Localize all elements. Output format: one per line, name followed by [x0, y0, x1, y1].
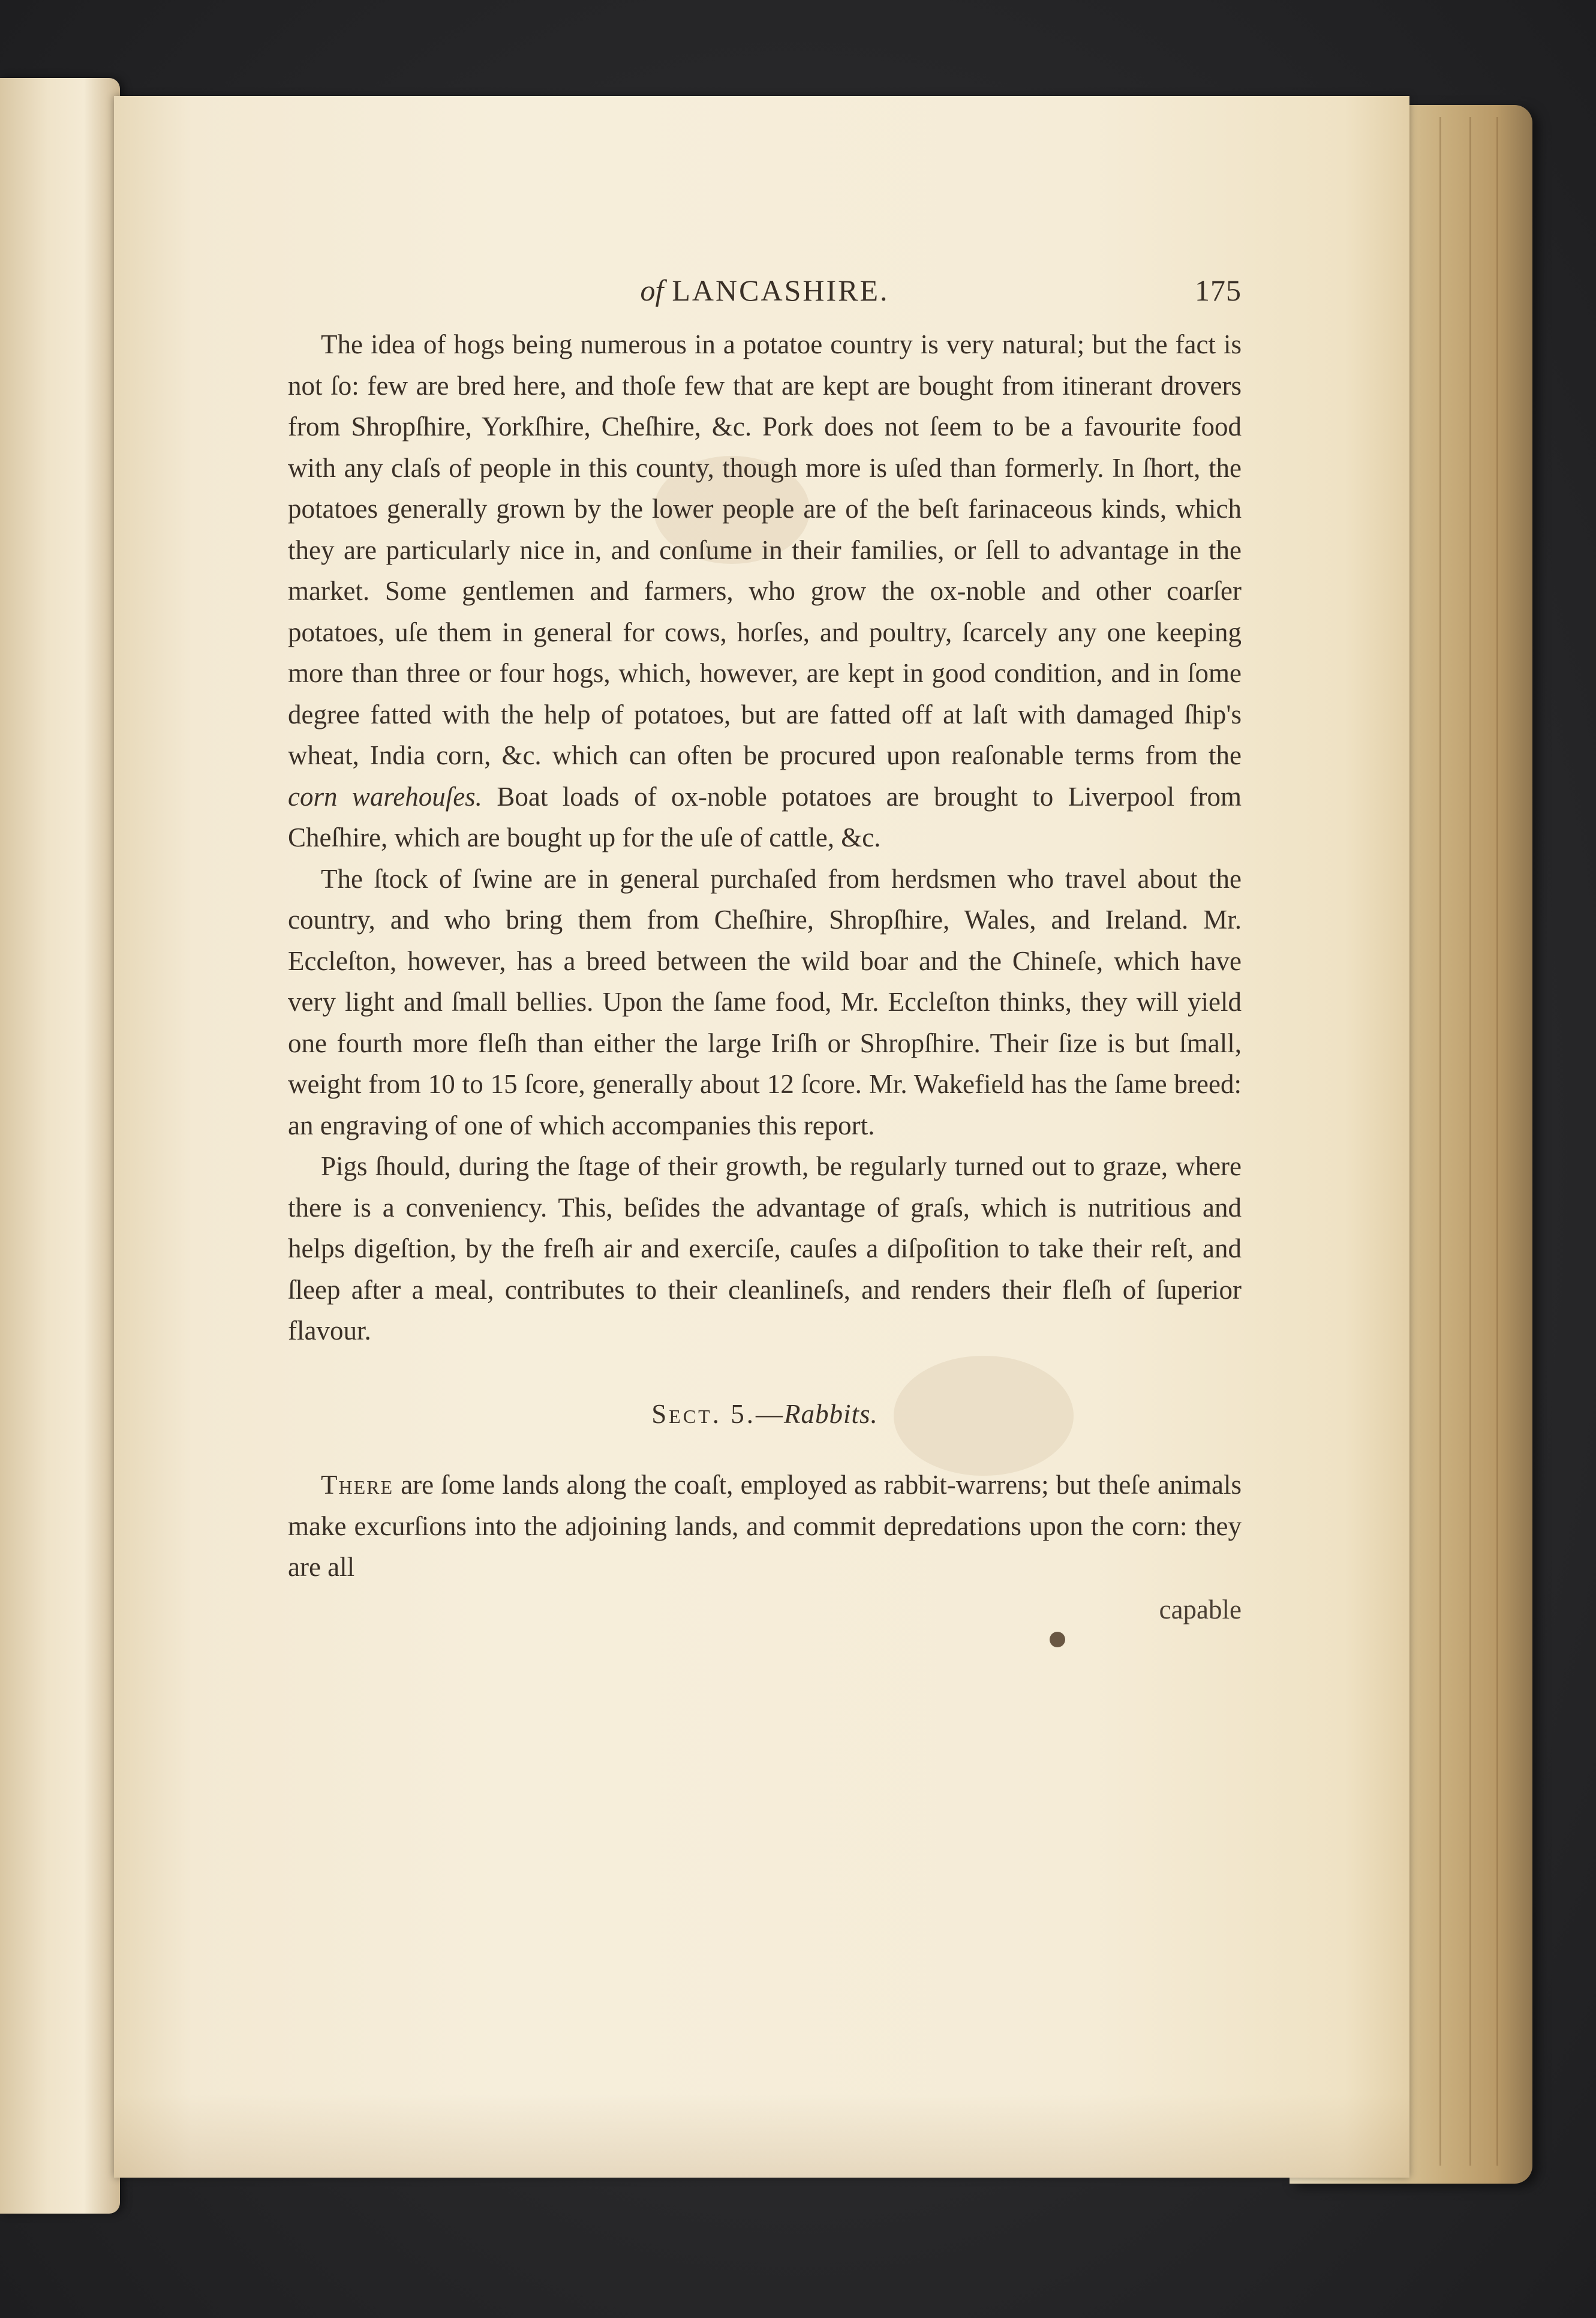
- paragraph-lead-word: There: [321, 1470, 394, 1500]
- page-text: [288, 264, 1242, 1630]
- running-head-title: [288, 270, 1242, 311]
- paragraph-swine-stock: The ſtock of ſwine are in general purchaſed from herdsmen who travel about the country, and who bring them from Cheſhire, Shropſhire, Wales, and Ireland. Mr. Eccleſton, however, has a breed between the wild boar and the Chineſe, which have very light and ſmall bellies. Upon the ſame food, Mr. Eccleſton thinks, they will yield one fourth more fleſh than either the large Iriſh or Shropſhire. Their ſize is but ſmall, weight from 10 to 15 ſcore, generally about 12 ſcore. Mr. Wakefield has the ſame breed: an engraving of one of which accompanies this report.: [288, 863, 1242, 1140]
- paragraph-rabbits: [288, 1464, 1242, 1588]
- previous-page-edge: [0, 78, 120, 2214]
- paragraph-hogs-text: The idea of hogs being numerous in a potatoe country is very natural; but the fact is not ſo: few are bred here, and thoſe few that are kept are bought from itinerant drovers from Shropſhire, Yorkſhire, Cheſhire, &c. Pork does not ſeem to be a favourite food with any claſs of people in this county, though more is uſed than formerly. In ſhort, the potatoes generally grown by the lower people are of the beſt farinaceous kinds, which they are particularly nice in, and conſume in their families, or ſell to advantage in the market. Some gentlemen and farmers, who grow the ox-noble and other coarſer potatoes, uſe them in general for cows, horſes, and poultry, ſcarcely any one keeping more than three or four hogs, which, however, are kept in good condition, and in ſome degree fatted with the help of potatoes, but are fatted off at laſt with damaged ſhip's wheat, India corn, &c. which can often be procured upon reaſonable terms from the: [288, 329, 1242, 770]
- section-dash: —: [755, 1398, 784, 1429]
- paragraph-rabbits-text: are ſome lands along the coaſt, employed as rabbit-warrens; but theſe animals make excurſions into the adjoining lands, and commit depredations upon the corn: they are all: [288, 1470, 1242, 1582]
- paragraph-hogs-tail: Boat loads of ox-noble potatoes are brought to Liverpool from Cheſhire, which are bought up for the uſe of cattle, &c.: [288, 781, 1242, 852]
- section-title: Rabbits.: [783, 1398, 878, 1429]
- section-number: Sect. 5.: [651, 1398, 756, 1429]
- section-heading: [288, 1394, 1242, 1435]
- running-head-prefix: of: [640, 274, 664, 307]
- running-head: [288, 264, 1242, 324]
- paragraph-pigs-grazing: Pigs ſhould, during the ſtage of their growth, be regularly turned out to graze, where there is a conveniency. This, beſides the advantage of graſs, which is nutritious and helps digeſtion, by the freſh air and exerciſe, cauſes a diſpoſition to take their reſt, and ſleep after a meal, contributes to their cleanlineſs, and renders their fleſh of ſuperior flavour.: [288, 1151, 1242, 1346]
- body-text: [288, 324, 1242, 1352]
- body-text-rabbits: [288, 1464, 1242, 1588]
- page-number: 175: [1195, 274, 1242, 307]
- book-page: [114, 96, 1409, 2178]
- county-title: LANCASHIRE.: [672, 274, 889, 307]
- catchword: capable: [1159, 1594, 1242, 1625]
- italic-phrase: corn warehouſes.: [288, 781, 482, 812]
- paragraph-hogs: [288, 324, 1242, 858]
